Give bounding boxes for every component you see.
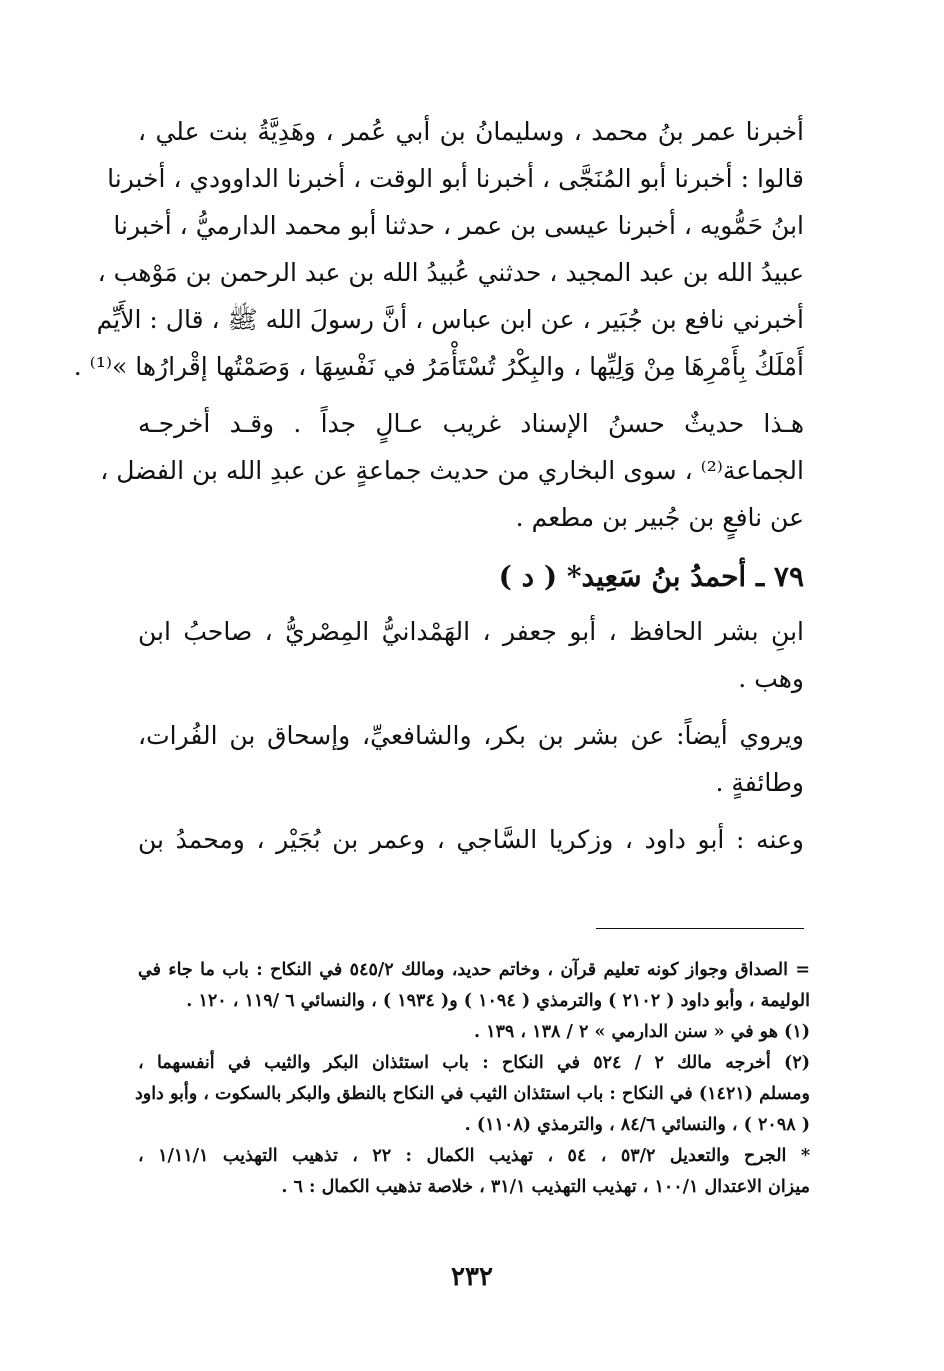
paragraph-students — [138, 816, 804, 863]
footnote-2 — [134, 1048, 811, 1141]
text-line: عن نافعٍ بن جُبير بن مطعم . — [515, 503, 804, 532]
footnotes — [134, 955, 811, 1203]
paragraph-narrates — [138, 712, 804, 806]
footnote-line: الوليمة ، وأبو داود ( ٢١٠٢ ) والترمذي ( ١٠٩٤ ) و( ١٩٣٤ ) ، والنسائي ٦ /١١٩ ، ١٢٠ . — [186, 991, 810, 1011]
text-line: الجماعة⁽²⁾ ، سوى البخاري من حديث جماعةٍ عن عبدِ الله بن الفضل ، — [100, 456, 804, 485]
footnote-line: ( ٢٠٩٨ ) ، والنسائي ٨٤/٦ ، والترمذي (١١٠٨) . — [464, 1115, 810, 1135]
footnote-star — [138, 1141, 810, 1203]
text-line: وعنه : أبو داود ، وزكريا السَّاجي ، وعمر بن بُجَيْر ، ومحمدُ بن — [138, 825, 804, 854]
footnote-1 — [138, 1017, 810, 1048]
footnote-line: = الصداق وجواز كونه تعليم قرآن ، وخاتم حديد، ومالك ٥٤٥/٢ في النكاح : باب ما جاء في — [138, 960, 811, 980]
footnote-line: (١) هو في « سنن الدارمي » ٢ / ١٣٨ ، ١٣٩ . — [473, 1022, 810, 1042]
footnote-separator — [596, 928, 804, 929]
text-line: ويروي أيضاً: عن بشر بن بكر، والشافعيِّ، وإسحاق بن الفُرات، — [138, 721, 804, 750]
footnote-line: * الجرح والتعديل ٥٣/٢ ، ٥٤ ، تهذيب الكمال : ٢٢ ، تذهيب التهذيب ١/١١/١ ، — [138, 1146, 810, 1166]
text-line: عبيدُ الله بن عبد المجيد ، حدثني عُبيدُ الله بن عبد الرحمن بن مَوْهب ، — [97, 258, 804, 287]
text-line: ابنِ بشر الحافظ ، أبو جعفر ، الهَمْدانيُّ المِصْريُّ ، صاحبُ ابن — [138, 617, 804, 646]
text-line: وطائفةٍ . — [715, 768, 804, 797]
entry-heading: ٧٩ ـ أحمدُ بنُ سَعِيد* ( د ) — [498, 560, 804, 593]
paragraph-isnad — [73, 108, 804, 390]
text-line: أخبرني نافع بن جُبَير ، عن ابن عباس ، أنَّ رسولَ الله ﷺ ، قال : الأَيِّم — [96, 305, 804, 334]
footnote-line: (٢) أخرجه مالك ٢ / ٥٢٤ في النكاح : باب استئذان البكر والثيب في أنفسهما ، — [138, 1053, 811, 1073]
paragraph-hadith-grade — [100, 400, 804, 541]
footnote-line: ميزان الاعتدال ١٠٠/١ ، تهذيب التهذيب ٣١/١ ، خلاصة تذهيب الكمال : ٦ . — [281, 1177, 810, 1197]
text-line: هـذا حديثٌ حسنُ الإسناد غريب عـالٍ جداً . وقـد أخرجـه — [138, 409, 804, 438]
text-line: أخبرنا عمر بنُ محمد ، وسليمانُ بن أبي عُمر ، وهَدِيَّةُ بنت علي ، — [138, 117, 804, 146]
main-text — [73, 108, 804, 863]
text-line: ابنُ حَمُّويه ، أخبرنا عيسى بن عمر ، حدثنا أبو محمد الدارميُّ ، أخبرنا — [113, 211, 804, 240]
text-line: أَمْلَكُ بِأَمْرِهَا مِنْ وَلِيِّها ، والبِكْرُ تُسْتَأْمَرُ في نَفْسِهَا ، وَصَمْتُها إقْرارُها »⁽¹⁾ . — [73, 352, 804, 381]
page-number: ٢٣٢ — [451, 1262, 493, 1292]
paragraph-biography — [138, 608, 804, 702]
footnote-continuation — [138, 955, 810, 1017]
text-line: وهب . — [738, 664, 804, 693]
text-line: قالوا : أخبرنا أبو المُنَجَّى ، أخبرنا أبو الوقت ، أخبرنا الداوودي ، أخبرنا — [107, 164, 804, 193]
footnote-line: ومسلم (١٤٢١) في النكاح : باب استئذان الثيب في النكاح بالنطق والبكر بالسكوت ، وأبو داود — [134, 1084, 810, 1104]
